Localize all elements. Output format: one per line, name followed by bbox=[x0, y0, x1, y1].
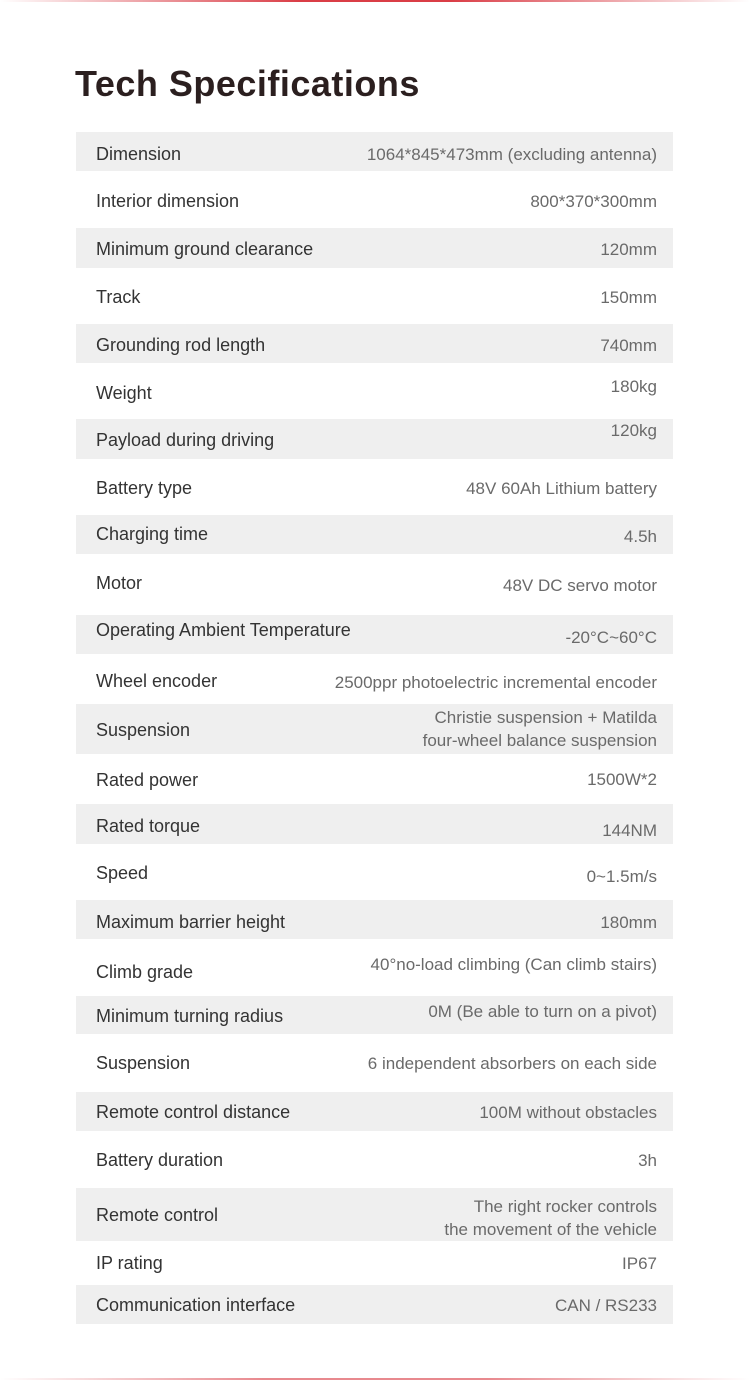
spec-row bbox=[76, 468, 673, 515]
spec-value-line: four-wheel balance suspension bbox=[422, 731, 657, 750]
spec-row bbox=[76, 179, 673, 226]
spec-value bbox=[428, 1000, 657, 1023]
spec-value bbox=[371, 953, 657, 976]
spec-label: Battery type bbox=[96, 478, 193, 498]
spec-row bbox=[76, 228, 673, 268]
spec-label: Battery duration bbox=[96, 1150, 224, 1170]
spec-row bbox=[76, 996, 673, 1034]
spec-row bbox=[76, 1244, 673, 1284]
spec-value bbox=[600, 334, 657, 357]
spec-label: Interior dimension bbox=[96, 191, 240, 211]
spec-label: Maximum barrier height bbox=[96, 912, 286, 932]
spec-value-line: 6 independent absorbers on each side bbox=[367, 1054, 657, 1073]
spec-label: Weight bbox=[96, 383, 152, 403]
spec-row bbox=[76, 515, 673, 554]
spec-value bbox=[466, 477, 657, 500]
spec-row bbox=[76, 900, 673, 939]
spec-label: Rated torque bbox=[96, 816, 201, 836]
spec-row bbox=[76, 372, 673, 419]
spec-label: Communication interface bbox=[96, 1295, 296, 1315]
spec-value-line: 1064*845*473mm (excluding antenna) bbox=[366, 145, 657, 164]
bottom-accent-line bbox=[0, 1378, 750, 1380]
spec-value-line: 100M without obstacles bbox=[479, 1103, 657, 1122]
spec-value-line: 4.5h bbox=[623, 527, 657, 546]
spec-value-line: Christie suspension + Matilda bbox=[434, 708, 657, 727]
spec-value-line: 144NM bbox=[602, 821, 657, 840]
spec-value-line: 180kg bbox=[610, 377, 657, 396]
spec-value bbox=[611, 419, 657, 442]
spec-value-line: 740mm bbox=[600, 336, 657, 355]
spec-label: Remote control distance bbox=[96, 1102, 291, 1122]
spec-value bbox=[530, 190, 657, 213]
spec-label: Climb grade bbox=[96, 962, 194, 982]
spec-value bbox=[600, 911, 657, 934]
spec-label: Motor bbox=[96, 573, 143, 593]
spec-value-line: -20°C~60°C bbox=[565, 628, 657, 647]
spec-value bbox=[479, 1101, 657, 1124]
spec-value-line: 48V DC servo motor bbox=[503, 576, 657, 595]
spec-value-line: 800*370*300mm bbox=[530, 192, 657, 211]
spec-row bbox=[76, 852, 673, 898]
spec-label: Dimension bbox=[96, 144, 182, 164]
spec-value-line: 48V 60Ah Lithium battery bbox=[466, 479, 657, 498]
spec-label: Payload during driving bbox=[96, 430, 275, 450]
spec-label: Speed bbox=[96, 863, 149, 883]
spec-label: Wheel encoder bbox=[96, 671, 218, 691]
spec-value-line: 150mm bbox=[600, 288, 657, 307]
spec-value-line: 0M (Be able to turn on a pivot) bbox=[428, 1002, 657, 1021]
spec-value bbox=[622, 1252, 657, 1275]
spec-label: Charging time bbox=[96, 524, 209, 544]
spec-value bbox=[368, 1052, 657, 1075]
spec-value-line: The right rocker controls bbox=[473, 1197, 657, 1216]
spec-value-line: 40°no-load climbing (Can climb stairs) bbox=[370, 955, 657, 974]
spec-label: Rated power bbox=[96, 770, 199, 790]
spec-value-line: 1500W*2 bbox=[587, 770, 657, 789]
spec-row bbox=[76, 1285, 673, 1324]
spec-row bbox=[76, 615, 673, 654]
spec-row bbox=[76, 664, 673, 704]
spec-value-line: 2500ppr photoelectric incremental encoder bbox=[334, 673, 657, 692]
spec-row bbox=[76, 1140, 673, 1188]
spec-value bbox=[444, 1195, 657, 1241]
spec-row bbox=[76, 948, 673, 995]
spec-label: Minimum turning radius bbox=[96, 1006, 284, 1026]
spec-value bbox=[602, 819, 657, 842]
spec-row bbox=[76, 704, 673, 754]
spec-value-line: IP67 bbox=[622, 1254, 657, 1273]
spec-label: Suspension bbox=[96, 720, 191, 740]
spec-value bbox=[565, 626, 657, 649]
spec-row bbox=[76, 563, 673, 611]
spec-value bbox=[503, 574, 657, 597]
spec-value bbox=[587, 768, 657, 791]
spec-value bbox=[555, 1294, 657, 1317]
spec-row bbox=[76, 324, 673, 363]
spec-value-line: CAN / RS233 bbox=[554, 1296, 657, 1315]
spec-row bbox=[76, 754, 673, 804]
spec-label: Minimum ground clearance bbox=[96, 239, 314, 259]
spec-value-line: 3h bbox=[638, 1151, 657, 1170]
spec-label: Remote control bbox=[96, 1205, 219, 1225]
spec-value-line: 0~1.5m/s bbox=[586, 867, 657, 886]
spec-value bbox=[367, 143, 657, 166]
spec-value bbox=[624, 525, 657, 548]
spec-row bbox=[76, 1188, 673, 1241]
spec-value bbox=[611, 375, 657, 398]
spec-value bbox=[638, 1149, 657, 1172]
spec-row bbox=[76, 1044, 673, 1091]
spec-value bbox=[335, 671, 657, 694]
spec-label: Suspension bbox=[96, 1053, 191, 1073]
spec-value-line: 180mm bbox=[600, 913, 657, 932]
top-accent-line bbox=[0, 0, 750, 2]
spec-value bbox=[423, 706, 657, 752]
spec-value bbox=[587, 865, 657, 888]
spec-value-line: the movement of the vehicle bbox=[444, 1220, 657, 1239]
spec-label: Operating Ambient Temperature bbox=[96, 620, 351, 640]
spec-row bbox=[76, 804, 673, 844]
spec-value-line: 120kg bbox=[610, 421, 657, 440]
spec-row bbox=[76, 1092, 673, 1131]
spec-row bbox=[76, 132, 673, 171]
spec-value-line: 120mm bbox=[600, 240, 657, 259]
spec-value bbox=[600, 238, 657, 261]
spec-row bbox=[76, 276, 673, 324]
spec-row bbox=[76, 419, 673, 459]
page-title: Tech Specifications bbox=[75, 63, 420, 104]
spec-label: IP rating bbox=[96, 1253, 163, 1273]
spec-label: Grounding rod length bbox=[96, 335, 266, 355]
spec-label: Track bbox=[96, 287, 141, 307]
spec-value bbox=[600, 286, 657, 309]
